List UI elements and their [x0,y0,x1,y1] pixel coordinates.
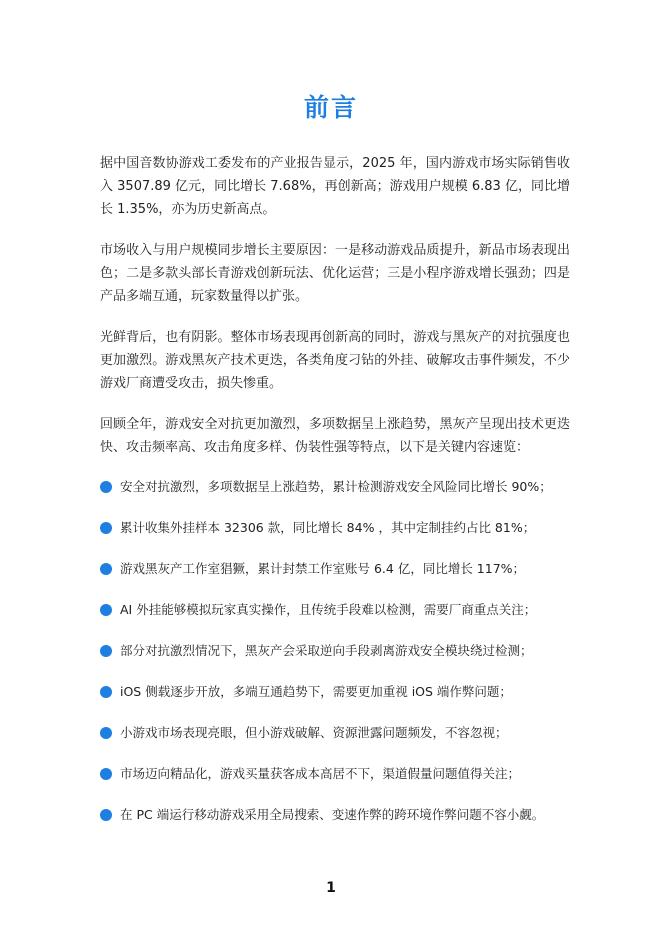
list-item-text: 市场迈向精品化，游戏买量获客成本高居不下，渠道假量问题值得关注； [120,766,521,781]
list-item-text: 部分对抗激烈情况下，黑灰产会采取逆向手段剥离游戏安全模块绕过检测； [120,643,533,658]
list-item [100,641,570,661]
list-item-text: 安全对抗激烈，多项数据呈上涨趋势，累计检测游戏安全风险同比增长 90%； [120,479,552,494]
list-item [100,805,570,825]
list-item [100,518,570,538]
list-item-text: 累计收集外挂样本 32306 款，同比增长 84% ，其中定制挂约占比 81%； [120,520,536,535]
bullet-dot-icon [100,768,112,780]
key-points-list [100,477,570,825]
bullet-dot-icon [100,522,112,534]
list-item [100,682,570,702]
bullet-dot-icon [100,604,112,616]
bullet-dot-icon [100,481,112,493]
paragraph-1: 据中国音数协游戏工委发布的产业报告显示，2025 年，国内游戏市场实际销售收入 3507.89 亿元，同比增长 7.68%，再创新高；游戏用户规模 6.83 亿，同比增长 1.35%，亦为历史新高点。 [100,156,570,217]
list-item-text: 游戏黑灰产工作室猖獗，累计封禁工作室账号 6.4 亿，同比增长 117%； [120,561,526,576]
list-item [100,723,570,743]
list-item [100,600,570,620]
list-item [100,764,570,784]
bullet-dot-icon [100,686,112,698]
page-number: 1 [326,880,336,896]
bullet-dot-icon [100,727,112,739]
page-title: 前言 [303,93,358,122]
paragraph-2: 市场收入与用户规模同步增长主要原因：一是移动游戏品质提升，新品市场表现出色；二是多款头部长青游戏创新玩法、优化运营；三是小程序游戏增长强劲；四是产品多端互通，玩家数量得以扩张。 [100,243,570,304]
list-item-text: 小游戏市场表现亮眼，但小游戏破解、资源泄露问题频发，不容忽视； [120,725,508,740]
paragraph-4: 回顾全年，游戏安全对抗更加激烈，多项数据呈上涨趋势，黑灰产呈现出技术更迭快、攻击频率高、攻击角度多样、伪装性强等特点，以下是关键内容速览： [100,417,570,455]
list-item-text: 在 PC 端运行移动游戏采用全局搜索、变速作弊的跨环境作弊问题不容小觑。 [120,807,545,822]
preface-body [100,152,570,846]
list-item [100,559,570,579]
paragraph-3: 光鲜背后，也有阴影。整体市场表现再创新高的同时，游戏与黑灰产的对抗强度也更加激烈。游戏黑灰产技术更迭，各类角度刁钻的外挂、破解攻击事件频发，不少游戏厂商遭受攻击，损失惨重。 [100,330,570,391]
list-item-text: iOS 侧载逐步开放，多端互通趋势下，需要更加重视 iOS 端作弊问题； [120,684,512,699]
list-item [100,477,570,497]
bullet-dot-icon [100,563,112,575]
list-item-text: AI 外挂能够模拟玩家真实操作，且传统手段难以检测，需要厂商重点关注； [120,602,537,617]
bullet-dot-icon [100,645,112,657]
bullet-dot-icon [100,809,112,821]
